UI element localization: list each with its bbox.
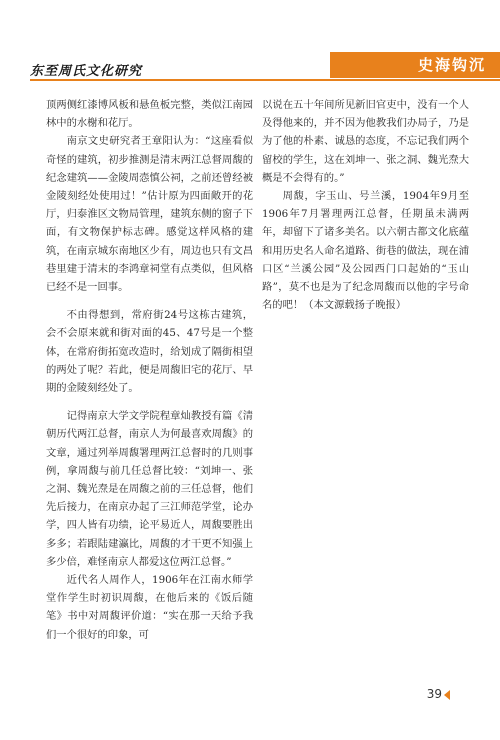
right-column xyxy=(262,96,469,314)
paragraph: 周馥，字玉山、号兰溪，1904年9月至1906年7月署理两江总督，任期虽未满两年，却留下了诸多美名。以六朝古都文化底蕴和用历史名人命名道路、街巷的做法，现在浦口区“兰溪公园”及公园西门口起始的“玉山路”，莫不也是为了纪念周馥而以他的字号命名的吧！（本文源载扬子晚报） xyxy=(262,190,469,312)
section-title-banner: 史海钩沉 xyxy=(330,52,500,78)
book-title: 东至周氏文化研究 xyxy=(30,64,143,79)
paragraph: 顶两侧红漆博风板和悬鱼板完整，类似江南园林中的水榭和花厅。 xyxy=(46,99,253,130)
page-marker-icon xyxy=(444,690,450,700)
paragraph: 记得南京大学文学院程章灿教授有篇《清朝历代两江总督，南京人为何最喜欢周馥》的文章，通过列举周馥署理两江总督时的几则事例，拿周馥与前几任总督比较：“刘坤一、张之洞、魏光焘是在周馥之前的三任总督，他们先后接力，在南京办起了三江师范学堂，论办学，四人皆有功绩，论平易近人，周馥要胜出多多；若跟陆建瀛比，周馥的才干更不知强上多少倍，难怪南京人都爱这位两江总督。” xyxy=(46,410,253,568)
paragraph: 以说在五十年间所见新旧官吏中，没有一个人及得他来的，并不因为他教我们办局子，乃是为了他的朴素、诚恳的态度，不忘记我们两个留校的学生，这在刘坤一、张之洞、魏光焘大概是不会得有的。” xyxy=(262,99,469,184)
paragraph: 近代名人周作人，1906年在江南水师学堂作学生时初识周馥，在他后来的《饭后随笔》书中对周馥评价道：“实在那一天给予我们一个很好的印象，可 xyxy=(46,574,253,641)
paragraph: 不由得想到，常府街24号这栋古建筑，会不会原来就和街对面的45、47号是一个整体，在常府街拓宽改造时，给划成了隔街相望的两处了呢？若此，便是周馥旧宅的花厅、早期的金陵刻经处了。 xyxy=(46,309,253,395)
page-number: 39 xyxy=(426,687,442,701)
left-column xyxy=(46,96,253,644)
paragraph: 南京文史研究者王章阳认为：“这座看似奇怪的建筑，初步推测是清末两江总督周馥的纪念建筑——金陵周悫慎公祠，之前还曾经被金陵刻经处使用过！”估计原为四面敞开的花厅，归泰淮区文物局管理，建筑东侧的窗子下面，有文物保护标志碑。感觉这样风格的建筑，在南京城东南地区少有，周边也只有文昌巷里建于清末的李鸿章祠堂有点类似，但风格已经不是一回事。 xyxy=(46,135,253,294)
header-divider xyxy=(30,79,500,81)
